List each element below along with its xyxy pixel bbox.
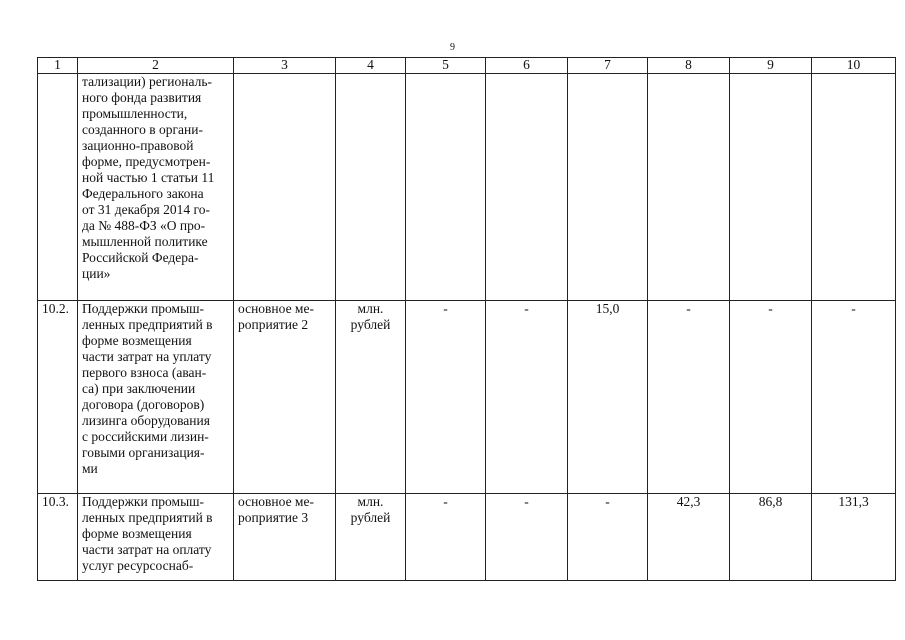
value-cell: - bbox=[730, 301, 812, 494]
column-header: 2 bbox=[78, 58, 234, 74]
column-header: 3 bbox=[234, 58, 336, 74]
page-number: 9 bbox=[450, 42, 455, 53]
measure-type: основное ме- роприятие 2 bbox=[234, 301, 336, 494]
measure-unit bbox=[336, 74, 406, 301]
value-cell: - bbox=[486, 301, 568, 494]
table-row bbox=[38, 301, 896, 494]
measure-name: тализации) региональ- ного фонда развития промышленности, созданного в органи- зационно-правовой форме, предусмотрен- ной частью 1 статьи 11 Федерального закона от 31 декабря 2014 го- да № 488-ФЗ «О про- мышленной политике Российской Федера- ции» bbox=[78, 74, 234, 301]
row-number: 10.3. bbox=[38, 494, 78, 581]
column-header: 6 bbox=[486, 58, 568, 74]
table-header-row bbox=[38, 58, 896, 74]
value-cell bbox=[568, 74, 648, 301]
value-cell: - bbox=[648, 301, 730, 494]
value-cell: - bbox=[812, 301, 896, 494]
measure-name: Поддержки промыш- ленных предприятий в форме возмещения части затрат на оплату услуг ресурсоснаб- bbox=[78, 494, 234, 581]
measure-unit: млн. рублей bbox=[336, 301, 406, 494]
value-cell bbox=[730, 74, 812, 301]
column-header: 8 bbox=[648, 58, 730, 74]
value-cell: - bbox=[486, 494, 568, 581]
value-cell: 131,3 bbox=[812, 494, 896, 581]
value-cell: - bbox=[406, 301, 486, 494]
column-header: 5 bbox=[406, 58, 486, 74]
measure-type: основное ме- роприятие 3 bbox=[234, 494, 336, 581]
table-row bbox=[38, 74, 896, 301]
value-cell: 42,3 bbox=[648, 494, 730, 581]
value-cell bbox=[812, 74, 896, 301]
column-header: 1 bbox=[38, 58, 78, 74]
column-header: 10 bbox=[812, 58, 896, 74]
value-cell bbox=[406, 74, 486, 301]
value-cell: - bbox=[568, 494, 648, 581]
measure-name: Поддержки промыш- ленных предприятий в форме возмещения части затрат на уплату первого взноса (аван- са) при заключении договора (договоров) лизинга оборудования с российскими лизин- говыми организация- ми bbox=[78, 301, 234, 494]
value-cell: 15,0 bbox=[568, 301, 648, 494]
value-cell: 86,8 bbox=[730, 494, 812, 581]
column-header: 7 bbox=[568, 58, 648, 74]
table-row bbox=[38, 494, 896, 581]
value-cell: - bbox=[406, 494, 486, 581]
row-number bbox=[38, 74, 78, 301]
column-header: 9 bbox=[730, 58, 812, 74]
row-number: 10.2. bbox=[38, 301, 78, 494]
value-cell bbox=[486, 74, 568, 301]
measure-type bbox=[234, 74, 336, 301]
measures-table bbox=[37, 57, 896, 581]
measure-unit: млн. рублей bbox=[336, 494, 406, 581]
value-cell bbox=[648, 74, 730, 301]
column-header: 4 bbox=[336, 58, 406, 74]
